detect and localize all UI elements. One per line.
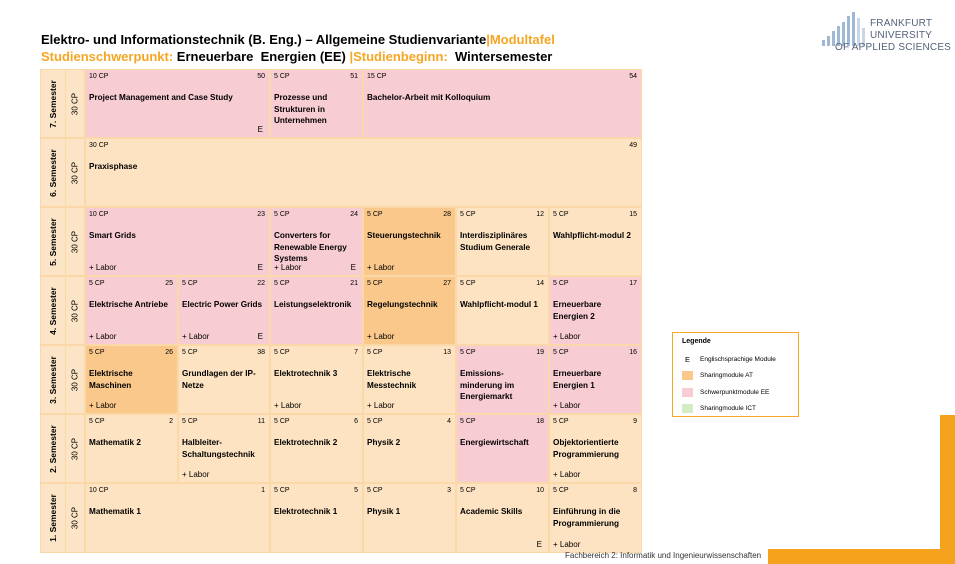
module-cell: 10 CP 23 Smart Grids + Labor E (86, 208, 269, 275)
module-cell: 5 CP 18 Energiewirtschaft (457, 415, 548, 482)
legend-title: Legende (682, 338, 711, 345)
module-cell: 5 CP 3 Physik 1 (364, 484, 455, 552)
semester-label-1: 1. Semester (41, 484, 65, 552)
module-cell: 5 CP 4 Physik 2 (364, 415, 455, 482)
module-cell: 5 CP 17 Erneuerbare Energien 2 + Labor (550, 277, 641, 344)
semester-cp-1: 30 CP (66, 484, 84, 552)
legend-item-ict: Sharingmodule ICT (682, 403, 756, 413)
subtitle-value-focus: Erneuerbare Energien (EE) (173, 49, 350, 64)
module-cell: 5 CP 16 Erneuerbare Energien 1 + Labor (550, 346, 641, 413)
decorative-orange-bar (768, 549, 940, 564)
legend-box (672, 332, 799, 417)
semester-cp-2: 30 CP (66, 415, 84, 482)
semester-label-2: 2. Semester (41, 415, 65, 482)
module-cell: 5 CP 25 Elektrische Antriebe + Labor (86, 277, 177, 344)
module-cell: 5 CP 6 Elektrotechnik 2 (271, 415, 362, 482)
subtitle-value-start: Wintersemester (447, 49, 553, 64)
legend-swatch (682, 371, 693, 380)
module-cell: 5 CP 11 Halbleiter-Schaltungstechnik + Labor (179, 415, 269, 482)
module-cell: 5 CP 8 Einführung in die Programmierung + Labor (550, 484, 641, 552)
module-cell: 5 CP 22 Electric Power Grids + Labor E (179, 277, 269, 344)
module-cell: 5 CP 13 Elektrische Messtechnik + Labor (364, 346, 455, 413)
module-cell: 5 CP 7 Elektrotechnik 3 + Labor (271, 346, 362, 413)
module-table (40, 69, 642, 553)
module-cell: 5 CP 28 Steuerungstechnik + Labor (364, 208, 455, 275)
module-cell: 5 CP 38 Grundlagen der IP-Netze (179, 346, 269, 413)
module-cell: 10 CP 1 Mathematik 1 (86, 484, 269, 552)
module-cell: 5 CP 2 Mathematik 2 (86, 415, 177, 482)
semester-cp-4: 30 CP (66, 277, 84, 344)
decorative-orange-strip (940, 415, 955, 564)
module-cell: 5 CP 9 Objektorientierte Programmierung + Labor (550, 415, 641, 482)
legend-item-at: Sharingmodule AT (682, 370, 753, 380)
module-cell: 5 CP 24 Converters for Renewable Energy Systems + Labor E (271, 208, 362, 275)
legend-swatch (682, 388, 693, 397)
page-title (41, 31, 555, 48)
subtitle-label-start: Studienbeginn: (353, 49, 448, 64)
title-separator: | (486, 32, 490, 47)
legend-item-english: E Englischsprachige Module (682, 354, 776, 364)
semester-cp-5: 30 CP (66, 208, 84, 275)
module-cell: 5 CP 12 Interdisziplinäres Studium Generale (457, 208, 548, 275)
module-cell: 5 CP 10 Academic Skills E (457, 484, 548, 552)
logo-line-2: UNIVERSITY (870, 30, 933, 41)
module-cell: 10 CP 50 Project Management and Case Study E (86, 70, 269, 137)
semester-cp-7: 30 CP (66, 70, 84, 137)
footer-text: Fachbereich 2: Informatik und Ingenieurwissenschaften (565, 551, 762, 560)
module-cell: 5 CP 51 Prozesse und Strukturen in Unternehmen (271, 70, 362, 137)
module-cell: 5 CP 5 Elektrotechnik 1 (271, 484, 362, 552)
module-cell: 5 CP 26 Elektrische Maschinen + Labor (86, 346, 177, 413)
legend-swatch (682, 404, 693, 413)
module-cell: 30 CP 49 Praxisphase (86, 139, 641, 206)
module-cell: 5 CP 19 Emissions-minderung im Energiemarkt (457, 346, 548, 413)
semester-cp-3: 30 CP (66, 346, 84, 413)
semester-label-4: 4. Semester (41, 277, 65, 344)
logo-line-1: FRANKFURT (870, 18, 933, 29)
module-cell: 5 CP 15 Wahlpflicht-modul 2 (550, 208, 641, 275)
title-tag: Modultafel (489, 32, 555, 47)
subtitle-separator: | (349, 49, 354, 64)
university-logo (818, 12, 952, 68)
module-cell: 5 CP 14 Wahlpflicht-modul 1 (457, 277, 548, 344)
semester-label-5: 5. Semester (41, 208, 65, 275)
legend-swatch: E (684, 354, 690, 364)
semester-label-3: 3. Semester (41, 346, 65, 413)
subtitle-label-focus: Studienschwerpunkt: (41, 49, 174, 64)
title-main: Elektro- und Informationstechnik (B. Eng.) – Allgemeine Studienvariante (41, 32, 487, 47)
module-cell: 15 CP 54 Bachelor-Arbeit mit Kolloquium (364, 70, 641, 137)
logo-line-3: OF APPLIED SCIENCES (835, 42, 952, 53)
semester-label-7: 7. Semester (41, 70, 65, 137)
semester-cp-6: 30 CP (66, 139, 84, 206)
module-cell: 5 CP 21 Leistungselektronik (271, 277, 362, 344)
semester-label-6: 6. Semester (41, 139, 65, 206)
legend-item-ee: Schwerpunktmodule EE (682, 387, 769, 397)
page-subtitle (41, 48, 552, 65)
module-cell: 5 CP 27 Regelungstechnik + Labor (364, 277, 455, 344)
